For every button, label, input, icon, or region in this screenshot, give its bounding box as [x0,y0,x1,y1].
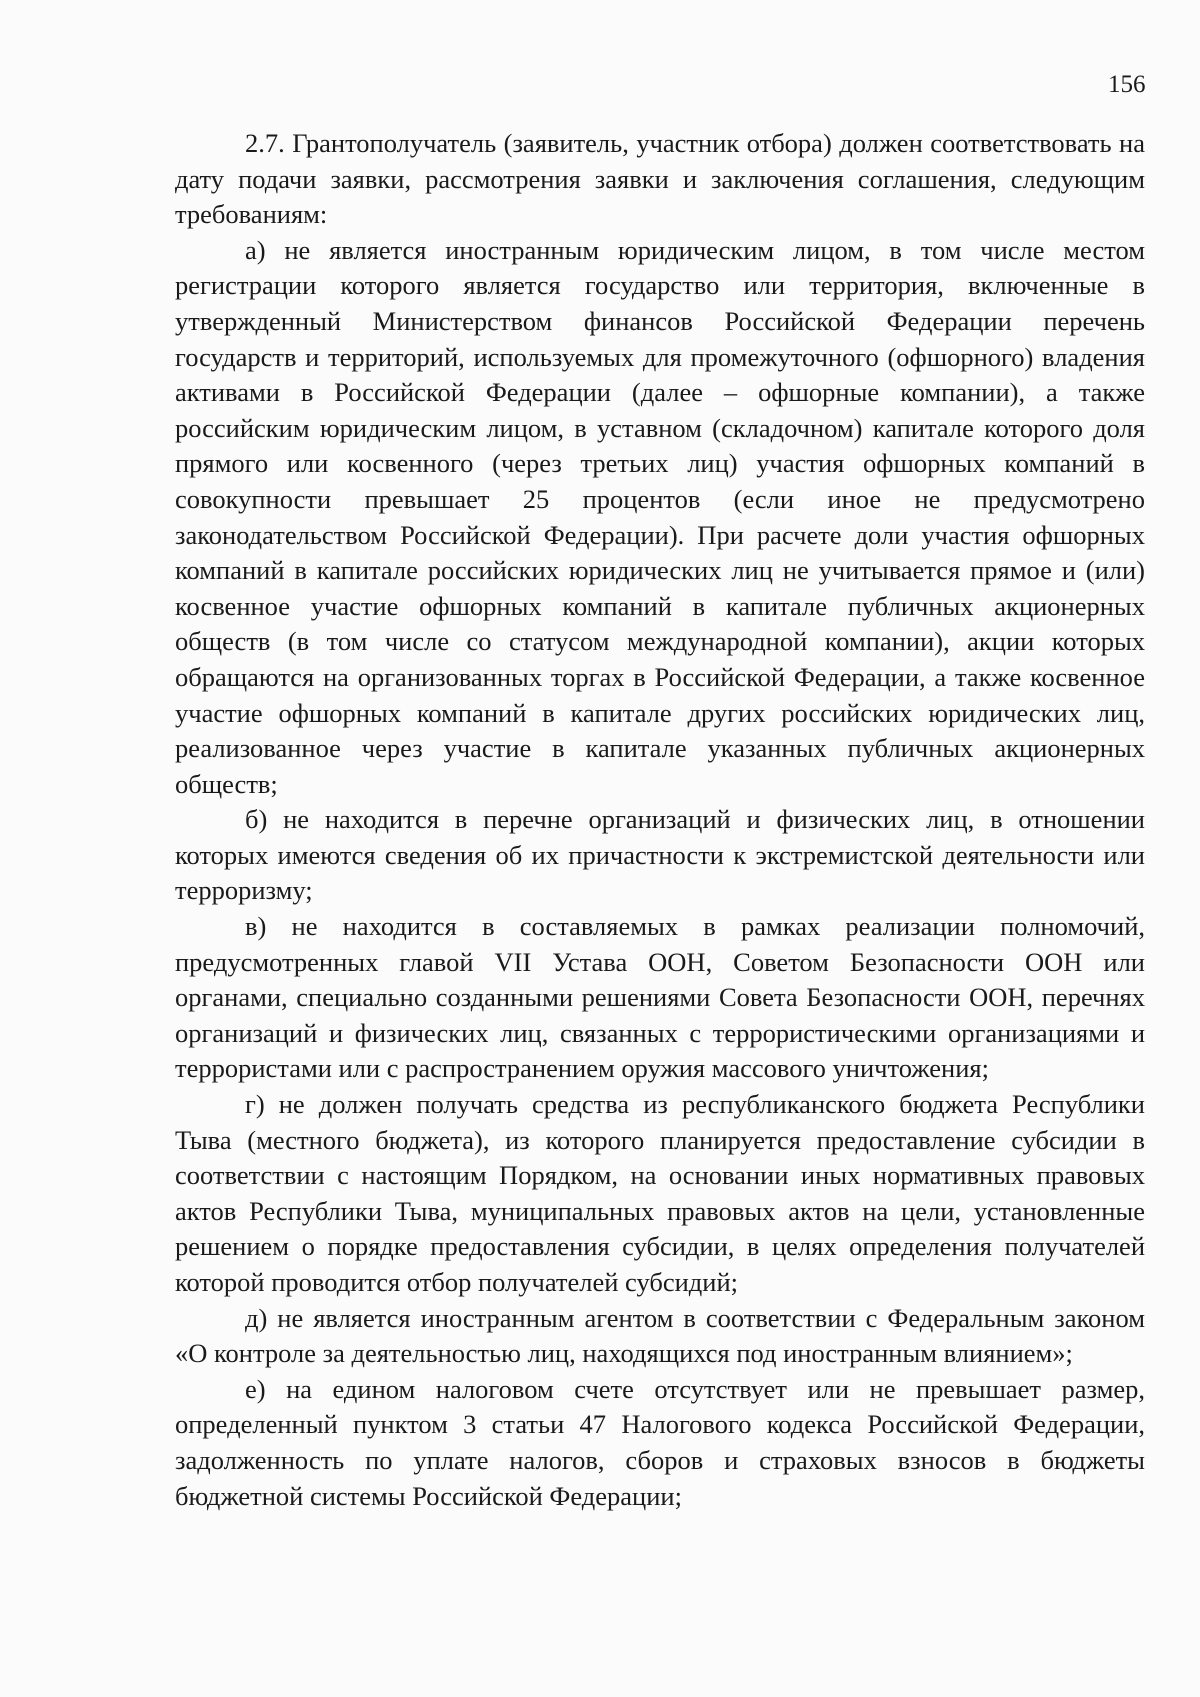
page-number: 156 [1108,71,1146,98]
paragraph-item-g: г) не должен получать средства из республиканского бюджета Республики Тыва (местного бюджета), из которого планируется предоставление субсидии в соответствии с настоящим Порядком, на основании иных нормативных правовых актов Республики Тыва, муниципальных правовых актов на цели, установленные решением о порядке предоставления субсидии, в целях определения получателей которой проводится отбор получателей субсидий; [175,1089,1145,1297]
paragraph-2-7-intro: 2.7. Грантополучатель (заявитель, участник отбора) должен соответствовать на дату подачи заявки, рассмотрения заявки и заключения соглашения, следующим требованиям: [175,128,1145,230]
paragraph-item-b: б) не находится в перечне организаций и физических лиц, в отношении которых имеются сведения об их причастности к экстремистской деятельности или терроризму; [175,804,1145,906]
document-body [175,126,1145,1514]
paragraph-item-a: а) не является иностранным юридическим лицом, в том числе местом регистрации которого является государство или территория, включенные в утвержденный Министерством финансов Российской Федерации перечень государств и территорий, используемых для промежуточного (офшорного) владения активами в Российской Федерации (далее – офшорные компании), а также российским юридическим лицом, в уставном (складочном) капитале которого доля прямого или косвенного (через третьих лиц) участия офшорных компаний в совокупности превышает 25 процентов (если иное не предусмотрено законодательством Российской Федерации). При расчете доли участия офшорных компаний в капитале российских юридических лиц не учитывается прямое и (или) косвенное участие офшорных компаний в капитале публичных акционерных обществ (в том числе со статусом международной компании), акции которых обращаются на организованных торгах в Российской Федерации, а также косвенное участие офшорных компаний в капитале других российских юридических лиц, реализованное через участие в капитале указанных публичных акционерных обществ; [175,234,1145,799]
paragraph-item-v: в) не находится в составляемых в рамках реализации полномочий, предусмотренных главой VII Устава ООН, Советом Безопасности ООН или органами, специально созданными решениями Совета Безопасности ООН, перечнях организаций и физических лиц, связанных с террористическими организациями и террористами или с распространением оружия массового уничтожения; [175,911,1145,1084]
paragraph-item-e: е) на едином налоговом счете отсутствует или не превышает размер, определенный пунктом 3 статьи 47 Налогового кодекса Российской Федерации, задолженность по уплате налогов, сборов и страховых взносов в бюджеты бюджетной системы Российской Федерации; [175,1373,1145,1511]
paragraph-item-d: д) не является иностранным агентом в соответствии с Федеральным законом «О контроле за деятельностью лиц, находящихся под иностранным влиянием»; [175,1302,1145,1369]
